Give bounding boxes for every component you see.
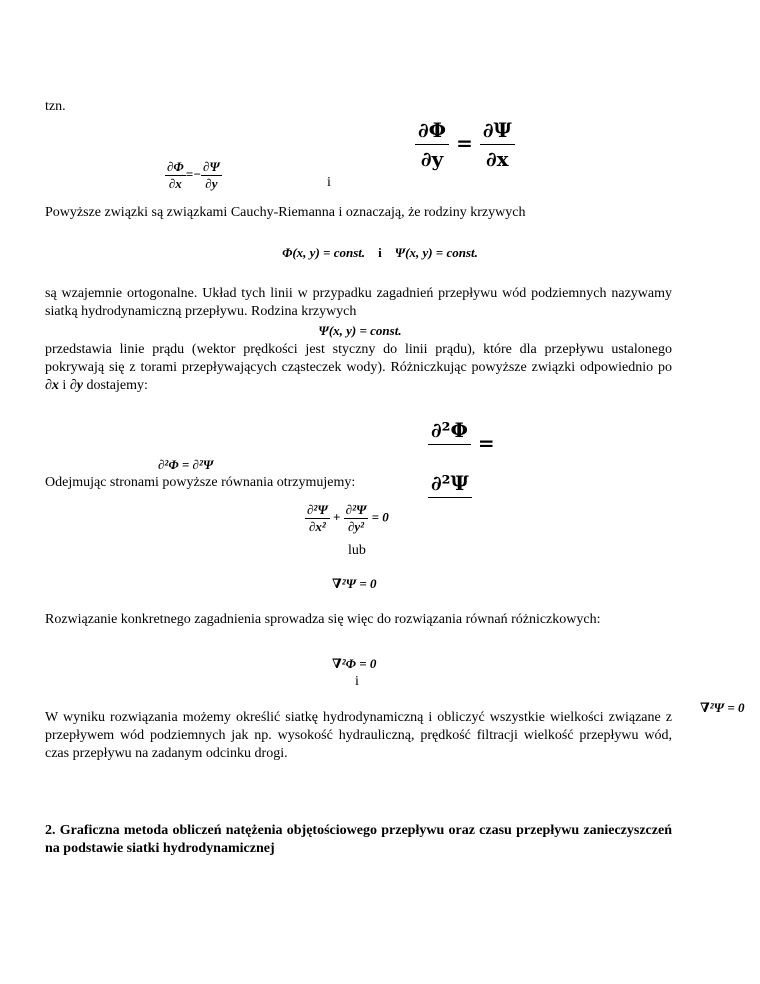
paragraph-solution: Rozwiązanie konkretnego zagadnienia sprowadza się więc do rozwiązania równań różniczkowych: — [45, 612, 601, 627]
fraction-numerator: ∂²Ψ — [345, 502, 367, 517]
eq-connector: i — [378, 245, 382, 260]
streamlines-text: przedstawia linie prądu (wektor prędkości jest styczny do linii prądu), które dla przepływu ustalonego pokrywają się z torami przepływających cząsteczek wody). Różniczkując powyższe związki odpowiednio po — [45, 342, 672, 375]
lub-text: lub — [348, 543, 366, 558]
fraction-denominator: ∂x — [168, 176, 182, 191]
fraction-denominator: ∂x — [485, 147, 509, 171]
fraction-numerator: ∂²Φ — [428, 418, 471, 445]
laplace-psi: ∇²Ψ = 0 — [332, 576, 377, 591]
equals-sign: = — [456, 131, 473, 155]
fraction-numerator: ∂Ψ — [202, 159, 220, 174]
psi-const: Ψ(x, y) = const. — [394, 245, 478, 260]
fraction-numerator: ∂Ψ — [480, 118, 515, 145]
phi-const: Φ(x, y) = const. — [282, 245, 366, 260]
second-derivative-term: ∂²Φ — [158, 457, 179, 472]
equals-sign: = — [477, 431, 495, 455]
paragraph-result: W wyniku rozwiązania możemy określić siatkę hydrodynamiczną i obliczyć wszystkie wielkości związane z przepływem wód podziemnych jak np. wysokość hydrauliczną, prędkość filtracji wielkość przepływu wód, czas przepływu na zadanym odcinku drogi. — [45, 710, 672, 761]
fraction-denominator: ∂y — [420, 147, 444, 171]
curve-families-equation — [0, 244, 760, 262]
fraction-numerator: ∂²Ψ — [428, 471, 472, 498]
streamline-equation: Ψ(x, y) = const. — [318, 323, 402, 338]
laplace-psi-margin: ∇²Ψ = 0 — [700, 700, 745, 715]
eq-connector: i — [355, 674, 359, 689]
paragraph-cauchy-riemann: Powyższe związki są związkami Cauchy-Riemanna i oznaczają, że rodziny krzywych — [45, 205, 526, 220]
second-derivative-eq-right — [428, 418, 508, 495]
eq-connector: i — [327, 175, 331, 190]
equals-sign: = — [181, 457, 190, 472]
paragraph-subtract: Odejmując stronami powyższe równania otrzymujemy: — [45, 475, 356, 490]
fraction-numerator: ∂Φ — [415, 118, 449, 145]
partial-y: ∂y — [69, 378, 83, 393]
fraction-denominator: ∂y² — [347, 519, 365, 534]
fraction-denominator: ∂y — [205, 176, 218, 191]
cauchy-riemann-eq-right — [415, 118, 515, 171]
second-derivative-term: ∂²Ψ — [192, 457, 214, 472]
paragraph-streamlines — [45, 341, 672, 395]
fraction-numerator: ∂Φ — [167, 159, 184, 174]
paragraph-orthogonal: są wzajemnie ortogonalne. Układ tych linii w przypadku zagadnień przepływu wód podziemnych nazywamy siatką hydrodynamiczną przepływu. Rodzina krzywych — [45, 286, 672, 319]
partial-x: ∂x — [45, 378, 59, 393]
cauchy-riemann-eq-left — [165, 159, 255, 191]
rhs-zero: = 0 — [371, 509, 389, 525]
streamlines-text-end: dostajemy: — [86, 378, 148, 393]
plus-sign: + — [332, 509, 341, 525]
equals-sign: =− — [185, 166, 201, 182]
laplace-phi: ∇²Φ = 0 — [332, 656, 377, 671]
section-heading: 2. Graficzna metoda obliczeń natężenia objętościowego przepływu oraz czasu przepływu zanieczyszczeń na podstawie siatki hydrodynamicznej — [45, 823, 672, 856]
second-derivative-eq-left — [158, 456, 268, 472]
conjunction: i — [62, 378, 67, 393]
fraction-denominator: ∂x² — [308, 519, 326, 534]
fraction-numerator: ∂²Ψ — [307, 502, 328, 517]
intro-text: tzn. — [45, 99, 66, 114]
laplace-psi-expanded — [305, 503, 389, 534]
